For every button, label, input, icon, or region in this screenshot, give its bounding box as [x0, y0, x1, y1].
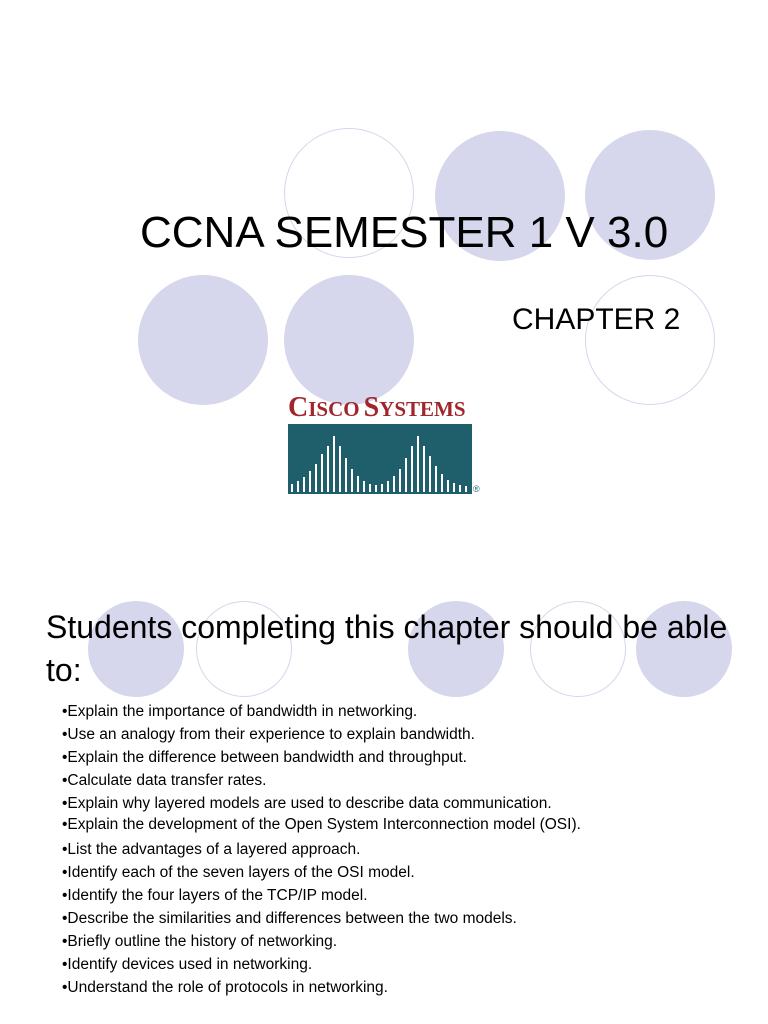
list-item: •Understand the role of protocols in networking. — [62, 979, 388, 996]
list-item: •Identify each of the seven layers of the OSI model. — [62, 864, 415, 881]
list-item: •Explain why layered models are used to describe data communication. — [62, 795, 552, 812]
list-item: •Briefly outline the history of networking. — [62, 933, 338, 950]
objectives-slide — [0, 576, 768, 1024]
registered-mark: ® — [473, 484, 480, 494]
decor-circle — [585, 275, 715, 405]
list-item: •Explain the importance of bandwidth in networking. — [62, 703, 418, 720]
list-item: •Use an analogy from their experience to explain bandwidth. — [62, 726, 475, 743]
decor-circle — [138, 275, 268, 405]
slide-title: CCNA SEMESTER 1 V 3.0 — [140, 208, 669, 257]
decor-circle — [284, 275, 414, 405]
cisco-logo-bridge — [288, 424, 472, 494]
cisco-bridge-icon — [288, 424, 472, 494]
list-item: •Calculate data transfer rates. — [62, 772, 267, 789]
objectives-heading: Students completing this chapter should be able to: — [46, 609, 728, 688]
list-item: •Explain the development of the Open System Interconnection model (OSI). — [62, 816, 581, 833]
list-item: •Describe the similarities and differences between the two models. — [62, 910, 517, 927]
list-item: •Identify the four layers of the TCP/IP model. — [62, 887, 368, 904]
slide-subtitle: CHAPTER 2 — [512, 303, 681, 336]
list-item: •List the advantages of a layered approach. — [62, 841, 361, 858]
objectives-list — [62, 700, 702, 999]
cisco-logo-wordmark: CISCO SYSTEMS — [288, 392, 466, 423]
list-item: •Identify devices used in networking. — [62, 956, 313, 973]
list-item: •Explain the difference between bandwidth and throughput. — [62, 749, 467, 766]
